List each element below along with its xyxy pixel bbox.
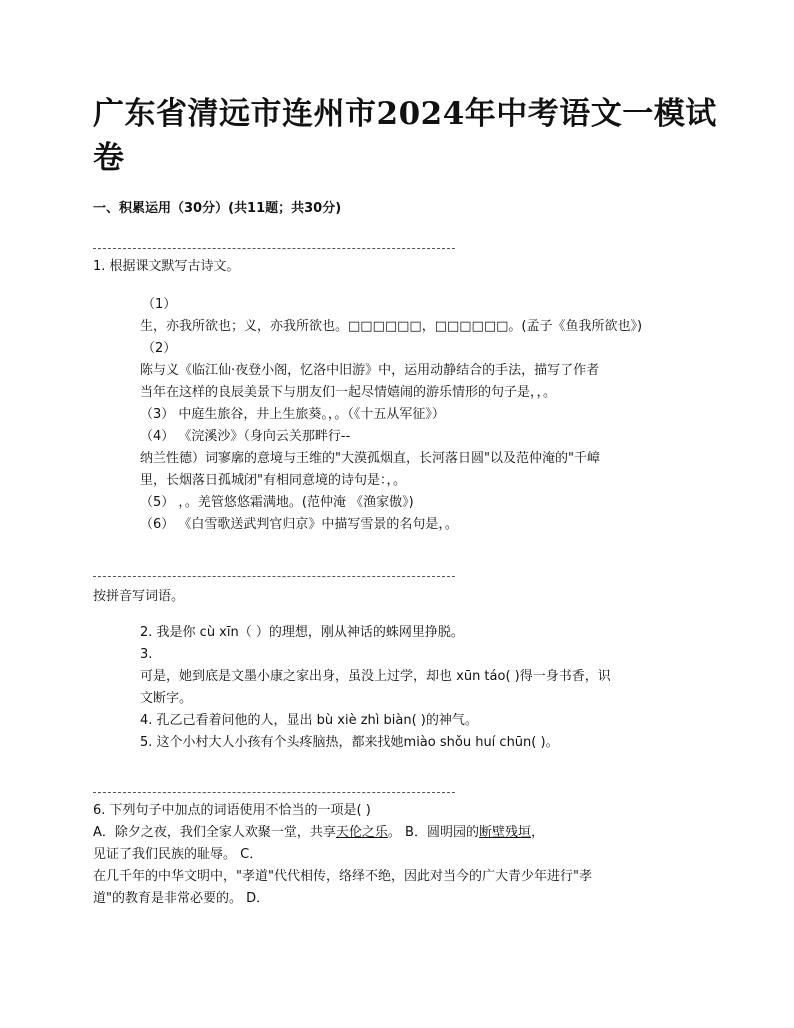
question-6-line-3: 在几千年的中华文明中，"孝道"代代相传，络绎不绝，因此对当今的广大青少年进行"孝 — [93, 869, 592, 884]
q1-item-1-number: （1） — [142, 297, 177, 312]
q1-item-2-number: （2） — [142, 341, 177, 356]
option-b-suffix: ， — [531, 825, 545, 840]
question-6-heading: 6. 下列句子中加点的词语使用不恰当的一项是( ) — [93, 803, 371, 818]
q1-item-6: （6） 《白雪歌送武判官归京》中描写雪景的名句是，。 — [140, 517, 458, 532]
question-1-items — [140, 294, 642, 536]
q1-item-2-line-2: 当年在这样的良辰美景下与朋友们一起尽情嬉闹的游乐情形的句子是，，。 — [140, 385, 557, 400]
question-6-line-4: 道"的教育是非常必要的。 D． — [93, 891, 270, 906]
title-line-2: 卷 — [93, 140, 125, 176]
q1-item-1-text: 生，亦我所欲也；义，亦我所欲也。□□□□□□，□□□□□□。(孟子《鱼我所欲也》) — [140, 319, 643, 334]
question-4: 4. 孔乙己看着问他的人，显出 bù xiè zhì biàn( )的神气。 — [140, 713, 478, 728]
option-b-underlined-phrase: 断壁残垣 — [478, 825, 531, 840]
pinyin-questions — [140, 622, 611, 754]
q1-item-4-line-3: 里，长烟落日孤城闭"有相同意境的诗句是：，。 — [140, 473, 406, 488]
question-3-line-2: 文断字。 — [140, 691, 193, 706]
question-5: 5. 这个小村大人小孩有个头疼脑热，都来找她miào shǒu huí chūn( )。 — [140, 735, 559, 750]
page-title — [93, 92, 717, 180]
q1-item-3: （3） 中庭生旅谷，井上生旅葵。，。（《十五从军征》） — [140, 407, 445, 422]
q1-item-4-line-2: 纳兰性德）词寥廓的意境与王维的"大漠孤烟直，长河落日圆"以及范仲淹的"千嶂 — [140, 451, 600, 466]
question-1-heading: 1. 根据课文默写古诗文。 — [93, 259, 240, 274]
q1-item-5: （5） ，。羌管悠悠霜满地。(范仲淹 《渔家傲》) — [140, 495, 414, 510]
question-6-line-2: 见证了我们民族的耻辱。 C． — [93, 847, 263, 862]
q1-item-2-line-1: 陈与义《临江仙·夜登小阁，忆洛中旧游》中，运用动静结合的手法，描写了作者 — [140, 363, 600, 378]
question-6 — [93, 800, 592, 910]
divider — [93, 576, 455, 577]
question-2: 2. 我是你 cù xīn（ ）的理想，刚从神话的蛛网里挣脱。 — [140, 625, 464, 640]
question-6-options-line-1 — [93, 822, 592, 844]
question-3-number: 3. — [140, 647, 153, 662]
title-line-1: 广东省清远市连州市2024年中考语文一模试 — [93, 96, 717, 132]
option-b-prefix: 。 B．圆明园的 — [387, 825, 479, 840]
divider — [93, 792, 455, 793]
q1-item-4-line-1: （4） 《浣溪沙》（身向云关那畔行-- — [140, 429, 351, 444]
divider — [93, 248, 455, 249]
option-a-text: A．除夕之夜，我们全家人欢聚一堂，共享 — [93, 825, 336, 840]
pinyin-section-heading: 按拼音写词语。 — [93, 589, 185, 604]
question-3-line-1: 可是，她到底是文墨小康之家出身，虽没上过学，却也 xūn táo( )得一身书香，识 — [140, 669, 611, 684]
option-a-underlined-phrase: 天伦之乐 — [335, 825, 388, 840]
section-heading: 一、积累运用（30分）(共11题；共30分) — [93, 201, 342, 216]
